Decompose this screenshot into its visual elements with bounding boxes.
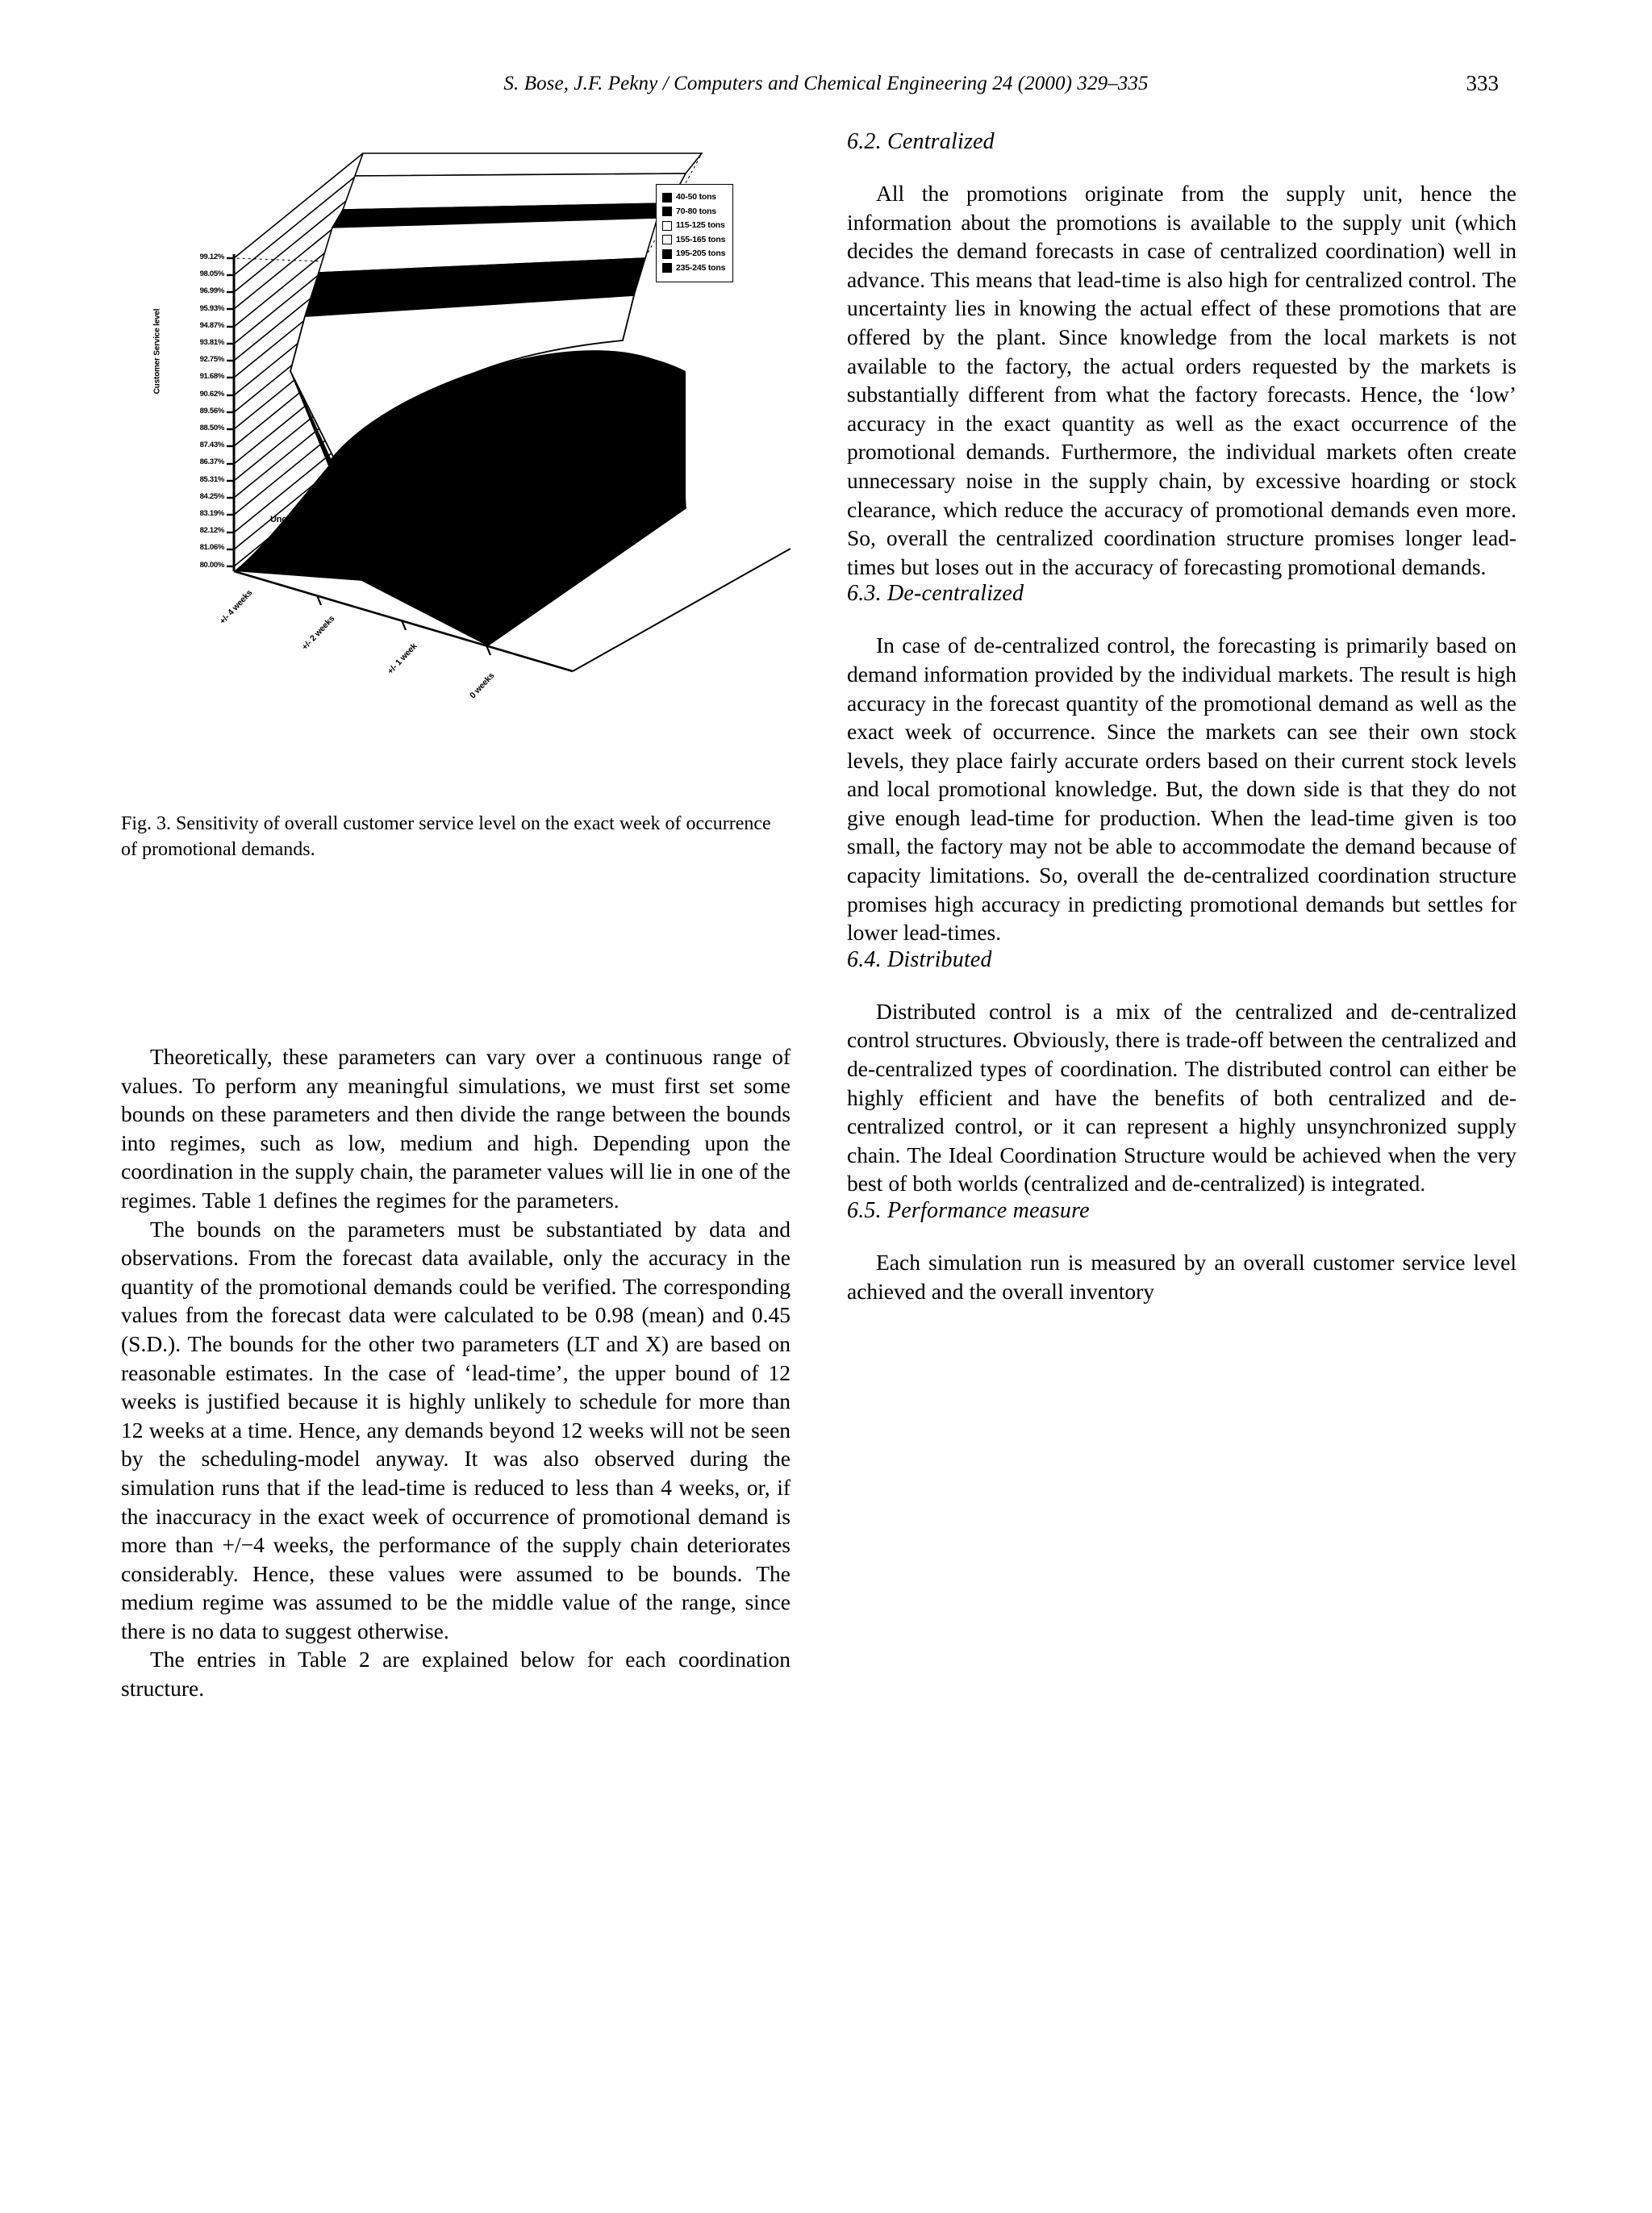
paragraph: In case of de-centralized control, the forecasting is primarily based on demand information provided by the individual markets. The result is high accuracy in the forecast quantity of the promotional demand as well as the exact week of occurrence. Since the markets can see their own stock levels, they place fairly accurate orders based on their current stock levels and local promotional knowledge. But, the down side is that they do not give enough lead-time for production. When the lead-time given is too small, the factory may not be able to accommodate the demand because of capacity limitations. So, overall the de-centralized coordination structure promises high accuracy in predicting promotional demands but settles for lower lead-times. (847, 633, 1516, 946)
legend-swatch-icon (662, 263, 672, 273)
depth-tick: 195-205 tons (458, 395, 508, 405)
legend-item (662, 247, 725, 261)
y-tick: 80.00% (199, 560, 224, 570)
figure-caption: Fig. 3. Sensitivity of overall customer service level on the exact week of occurrence of promotional demands. (121, 813, 771, 860)
section-heading-6-4: 6.4. Distributed (847, 946, 992, 972)
legend-swatch-icon (662, 221, 672, 231)
y-tick: 82.12% (199, 526, 224, 536)
depth-tick: 235-245 tons (484, 371, 534, 381)
legend-item (662, 219, 725, 233)
y-tick: 91.68% (199, 372, 224, 382)
legend-label: 155-165 tons (676, 234, 726, 244)
chart-legend (656, 184, 733, 282)
legend-swatch-icon (662, 249, 672, 259)
alpha-tertiary-mark: 1 (540, 547, 545, 556)
y-axis-title: Customer Service level (152, 308, 162, 395)
depth-tick: 155-165 tons (432, 420, 482, 429)
y-tick: 85.31% (199, 474, 224, 484)
legend-item (662, 261, 725, 276)
depth-tick: 115-125 tons (407, 444, 456, 453)
y-tick: 86.37% (199, 457, 224, 467)
paragraph: The entries in Table 2 are explained below for each coordination structure. (121, 1647, 791, 1702)
y-tick: 92.75% (199, 355, 224, 365)
y-tick: 94.87% (199, 320, 224, 330)
x-tick-label: +/- 4 weeks (218, 587, 255, 627)
legend-swatch-icon (662, 207, 672, 216)
x-tick-label: +/- 2 weeks (300, 613, 337, 653)
y-tick: 88.50% (199, 424, 224, 433)
alpha-label: Alpha (359, 544, 384, 553)
paragraph: Theoretically, these parameters can vary over a continuous range of values. To perform any meaningful simulations, we must first set some bounds on these parameters and then divide the range between the bounds into regimes, such as low, medium and high. Depending upon the coordination in the supply chain, the parameter values will lie in one of the regimes. Table 1 defines the regimes for the parameters. (121, 1044, 791, 1213)
y-tick: 89.56% (199, 406, 224, 415)
paragraph: All the promotions originate from the supply unit, hence the information about the promotions is available to the supply unit (which decides the demand forecasts in case of centralized coordination) well in advance. This means that lead-time is also high for centralized control. The uncertainty lies in knowing the actual effect of these promotions that are offered by the plant. Since knowledge from the local markets is not available to the factory, the actual orders requested by the markets is substantially different from what the factory forecasts. Hence, the ‘low’ accuracy in the exact quantity as well as the exact occurrence of the promotional demands. Furthermore, the individual markets often create unnecessary noise in the supply chain, by excessive hoarding or stock clearance, which reduce the accuracy of promotional demands even more. So, overall the centralized coordination structure promises longer lead-times but loses out in the accuracy of forecasting promotional demands. (847, 181, 1516, 579)
x-tick-label: +/- 1 week (386, 641, 419, 677)
chart-3d-surface (121, 129, 791, 799)
y-axis-tick-labels (127, 248, 224, 574)
left-column (121, 129, 791, 1703)
legend-label: 195-205 tons (676, 248, 726, 258)
paragraph: The bounds on the parameters must be substantiated by data and observations. From the forecast data available, only the accuracy in the quantity of the promotional demands could be verified. The corresponding values from the forecast data were calculated to be 0.98 (mean) and 0.45 (S.D.). The bounds for the other two parameters (LT and X) are based on reasonable estimates. In the case of ‘lead-time’, the upper bound of 12 weeks is justified because it is highly unlikely to schedule for more than 12 weeks at a time. Hence, any demands beyond 12 weeks will not be seen by the scheduling-model anyway. It was also observed during the simulation runs that if the lead-time is reduced to less than 4 weeks, or, if the inaccuracy in the exact week of occurrence of promotional demand is more than +/−4 weeks, the performance of the supply chain deteriorates considerably. Hence, these values were assumed to be bounds. The medium regime was assumed to be the middle value of the range, since there is no data to suggest otherwise. (121, 1216, 791, 1643)
y-tick: 84.25% (199, 491, 224, 501)
depth-tick: 70-80 tons (384, 468, 424, 478)
y-tick: 87.43% (199, 441, 224, 450)
legend-swatch-icon (662, 193, 672, 203)
figure-3 (121, 129, 791, 860)
left-column-body (121, 1042, 791, 1703)
depth-tick: 40-50 tons (358, 492, 398, 502)
alpha-secondary-mark: u a (464, 542, 476, 551)
y-tick: 93.81% (199, 338, 224, 348)
series-ribbon-235-245 (355, 153, 702, 176)
running-head (153, 73, 1499, 105)
paragraph: Distributed control is a mix of the centralized and de-centralized control structures. Obviously, there is trade-off between the centralized and de-centralized types of coordination. The distributed control can either be highly efficient and have the benefits of both centralized and de-centralized control, or it can represent a highly unsynchronized supply chain. The Ideal Coordination Structure would be achieved when the very best of both worlds (centralized and de-centralized) is integrated. (847, 998, 1516, 1196)
x-tick-label: 0 weeks (468, 670, 497, 701)
legend-item (662, 233, 725, 248)
y-tick: 98.05% (199, 269, 224, 279)
paragraph: Each simulation run is measured by an overall customer service level achieved and the overall inventory (847, 1250, 1516, 1304)
legend-label: 40-50 tons (676, 192, 716, 202)
y-tick: 99.12% (199, 253, 224, 261)
legend-swatch-icon (662, 235, 672, 244)
depth-axis-title: Average Inventory (557, 440, 632, 449)
section-heading-6-3: 6.3. De-centralized (847, 581, 1024, 607)
running-head-text: S. Bose, J.F. Pekny / Computers and Chemical Engineering 24 (2000) 329–335 (503, 73, 1149, 94)
y-tick: 96.99% (199, 286, 224, 296)
right-column (847, 129, 1516, 1305)
page-number: 333 (1466, 71, 1499, 95)
y-tick: 90.62% (199, 389, 224, 399)
legend-label: 115-125 tons (676, 220, 725, 230)
legend-item (662, 205, 725, 219)
x-axis-title: Uncertainty (270, 515, 318, 524)
section-heading-6-2: 6.2. Centralized (847, 129, 995, 154)
depth-axis-line (573, 549, 791, 671)
legend-label: 70-80 tons (676, 206, 716, 216)
y-tick: 95.93% (199, 303, 224, 313)
legend-label: 235-245 tons (676, 262, 726, 273)
y-tick: 83.19% (199, 509, 224, 519)
y-tick: 81.06% (199, 543, 224, 553)
legend-item (662, 190, 725, 205)
section-heading-6-5: 6.5. Performance measure (847, 1198, 1090, 1223)
